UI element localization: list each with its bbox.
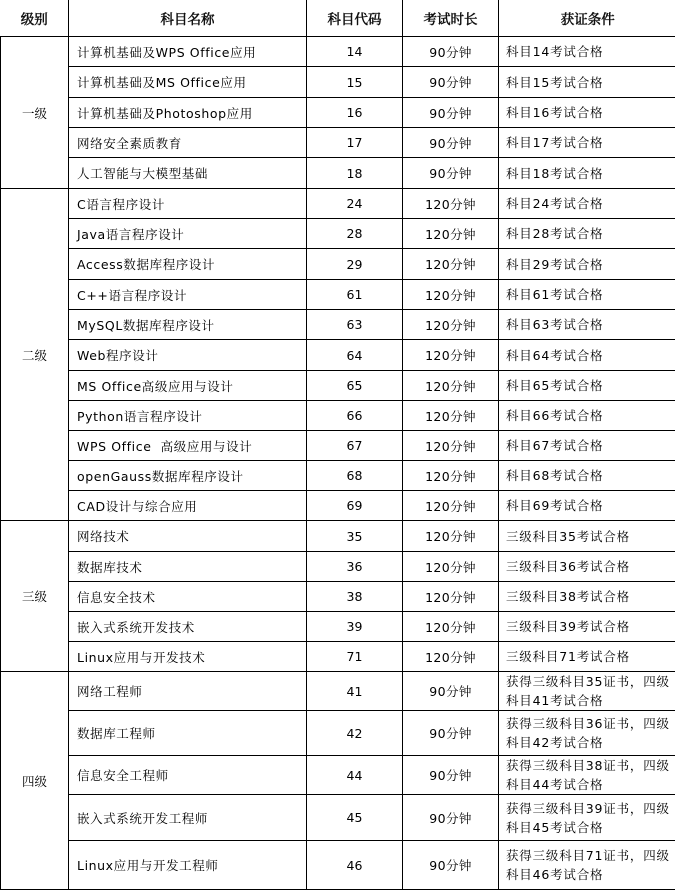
cert-condition: 科目65考试合格 (499, 371, 675, 401)
subject-code: 18 (307, 158, 403, 189)
subject-code: 15 (307, 67, 403, 98)
subject-code: 35 (307, 521, 403, 552)
table-row (1, 841, 675, 890)
cert-condition: 科目63考试合格 (499, 310, 675, 340)
exam-duration: 120分钟 (403, 189, 499, 219)
exam-duration: 120分钟 (403, 612, 499, 642)
subject-name: CAD设计与综合应用 (69, 491, 307, 521)
exam-duration: 120分钟 (403, 371, 499, 401)
table-row (1, 612, 675, 642)
subject-name: WPS Office 高级应用与设计 (69, 431, 307, 461)
header-subject-name: 科目名称 (69, 0, 307, 37)
cert-condition: 三级科目35考试合格 (499, 521, 675, 552)
cert-condition: 获得三级科目71证书，四级科目46考试合格 (499, 841, 675, 890)
cert-condition: 科目17考试合格 (499, 128, 675, 158)
table-row (1, 280, 675, 310)
table-row (1, 249, 675, 280)
table-row (1, 582, 675, 612)
table-row (1, 67, 675, 98)
cert-condition: 科目18考试合格 (499, 158, 675, 189)
cert-condition: 科目16考试合格 (499, 98, 675, 128)
table-row (1, 795, 675, 841)
cert-condition: 三级科目71考试合格 (499, 642, 675, 672)
exam-duration: 120分钟 (403, 340, 499, 371)
cert-condition: 三级科目36考试合格 (499, 552, 675, 582)
subject-code: 68 (307, 461, 403, 491)
subject-code: 29 (307, 249, 403, 280)
subject-code: 45 (307, 795, 403, 841)
exam-duration: 90分钟 (403, 672, 499, 711)
cert-condition: 科目64考试合格 (499, 340, 675, 371)
subject-name: 人工智能与大模型基础 (69, 158, 307, 189)
subject-name: 嵌入式系统开发工程师 (69, 795, 307, 841)
table-row (1, 37, 675, 67)
exam-duration: 90分钟 (403, 158, 499, 189)
subject-code: 63 (307, 310, 403, 340)
cert-condition: 获得三级科目38证书，四级科目44考试合格 (499, 756, 675, 795)
exam-duration: 90分钟 (403, 711, 499, 756)
exam-duration: 120分钟 (403, 491, 499, 521)
header-duration: 考试时长 (403, 0, 499, 37)
table-row (1, 552, 675, 582)
subject-code: 17 (307, 128, 403, 158)
subject-code: 41 (307, 672, 403, 711)
subject-name: C++语言程序设计 (69, 280, 307, 310)
table-row (1, 642, 675, 672)
cert-condition: 科目29考试合格 (499, 249, 675, 280)
cert-condition: 获得三级科目36证书，四级科目42考试合格 (499, 711, 675, 756)
subject-code: 67 (307, 431, 403, 461)
level-cell: 四级 (1, 672, 69, 890)
header-level: 级别 (1, 0, 69, 37)
exam-duration: 120分钟 (403, 310, 499, 340)
table-row (1, 219, 675, 249)
subject-name: Linux应用与开发技术 (69, 642, 307, 672)
table-row (1, 189, 675, 219)
exam-duration: 90分钟 (403, 37, 499, 67)
subject-name: C语言程序设计 (69, 189, 307, 219)
exam-duration: 120分钟 (403, 582, 499, 612)
subject-code: 46 (307, 841, 403, 890)
subject-name: 数据库工程师 (69, 711, 307, 756)
subject-name: 网络安全素质教育 (69, 128, 307, 158)
cert-condition: 科目14考试合格 (499, 37, 675, 67)
table-row (1, 371, 675, 401)
exam-duration: 120分钟 (403, 249, 499, 280)
subject-name: 网络工程师 (69, 672, 307, 711)
table-row (1, 340, 675, 371)
subject-name: 嵌入式系统开发技术 (69, 612, 307, 642)
subject-code: 44 (307, 756, 403, 795)
subject-code: 69 (307, 491, 403, 521)
subject-name: 计算机基础及WPS Office应用 (69, 37, 307, 67)
subject-code: 38 (307, 582, 403, 612)
header-condition: 获证条件 (499, 0, 675, 37)
subject-code: 64 (307, 340, 403, 371)
header-subject-code: 科目代码 (307, 0, 403, 37)
subject-code: 61 (307, 280, 403, 310)
exam-duration: 120分钟 (403, 461, 499, 491)
subject-name: Linux应用与开发工程师 (69, 841, 307, 890)
table-row (1, 711, 675, 756)
level-cell: 二级 (1, 189, 69, 521)
cert-condition: 获得三级科目35证书，四级科目41考试合格 (499, 672, 675, 711)
exam-duration: 90分钟 (403, 795, 499, 841)
exam-duration: 120分钟 (403, 552, 499, 582)
cert-condition: 科目28考试合格 (499, 219, 675, 249)
table-row (1, 158, 675, 189)
subject-name: Java语言程序设计 (69, 219, 307, 249)
cert-condition: 科目67考试合格 (499, 431, 675, 461)
subject-code: 66 (307, 401, 403, 431)
subject-name: 计算机基础及MS Office应用 (69, 67, 307, 98)
exam-duration: 90分钟 (403, 98, 499, 128)
cert-condition: 三级科目38考试合格 (499, 582, 675, 612)
subject-code: 28 (307, 219, 403, 249)
subject-code: 42 (307, 711, 403, 756)
exam-duration: 120分钟 (403, 401, 499, 431)
cert-condition: 科目24考试合格 (499, 189, 675, 219)
exam-duration: 90分钟 (403, 67, 499, 98)
exam-duration: 90分钟 (403, 841, 499, 890)
subject-code: 16 (307, 98, 403, 128)
table-row (1, 491, 675, 521)
subject-code: 36 (307, 552, 403, 582)
exam-duration: 120分钟 (403, 642, 499, 672)
subject-code: 71 (307, 642, 403, 672)
exam-duration: 120分钟 (403, 521, 499, 552)
subject-name: 数据库技术 (69, 552, 307, 582)
cert-condition: 科目66考试合格 (499, 401, 675, 431)
subject-name: Access数据库程序设计 (69, 249, 307, 280)
header-row (1, 0, 675, 37)
table-row (1, 756, 675, 795)
subject-name: 信息安全技术 (69, 582, 307, 612)
cert-condition: 科目68考试合格 (499, 461, 675, 491)
table-row (1, 128, 675, 158)
subject-code: 39 (307, 612, 403, 642)
subject-name: 信息安全工程师 (69, 756, 307, 795)
table-row (1, 431, 675, 461)
subject-name: 网络技术 (69, 521, 307, 552)
cert-condition: 科目69考试合格 (499, 491, 675, 521)
table-row (1, 461, 675, 491)
level-cell: 一级 (1, 37, 69, 189)
table-row (1, 401, 675, 431)
subject-name: MS Office高级应用与设计 (69, 371, 307, 401)
subject-code: 24 (307, 189, 403, 219)
exam-duration: 90分钟 (403, 756, 499, 795)
subject-code: 65 (307, 371, 403, 401)
cert-condition: 科目61考试合格 (499, 280, 675, 310)
table-row (1, 98, 675, 128)
cert-condition: 科目15考试合格 (499, 67, 675, 98)
level-cell: 三级 (1, 521, 69, 672)
cert-condition: 三级科目39考试合格 (499, 612, 675, 642)
exam-duration: 120分钟 (403, 431, 499, 461)
subject-code: 14 (307, 37, 403, 67)
exam-duration: 120分钟 (403, 219, 499, 249)
subject-name: MySQL数据库程序设计 (69, 310, 307, 340)
subject-name: Web程序设计 (69, 340, 307, 371)
exam-duration: 90分钟 (403, 128, 499, 158)
exam-duration: 120分钟 (403, 280, 499, 310)
table-row (1, 521, 675, 552)
table-row (1, 672, 675, 711)
subject-name: openGauss数据库程序设计 (69, 461, 307, 491)
subject-name: Python语言程序设计 (69, 401, 307, 431)
cert-condition: 获得三级科目39证书，四级科目45考试合格 (499, 795, 675, 841)
subject-name: 计算机基础及Photoshop应用 (69, 98, 307, 128)
table-row (1, 310, 675, 340)
